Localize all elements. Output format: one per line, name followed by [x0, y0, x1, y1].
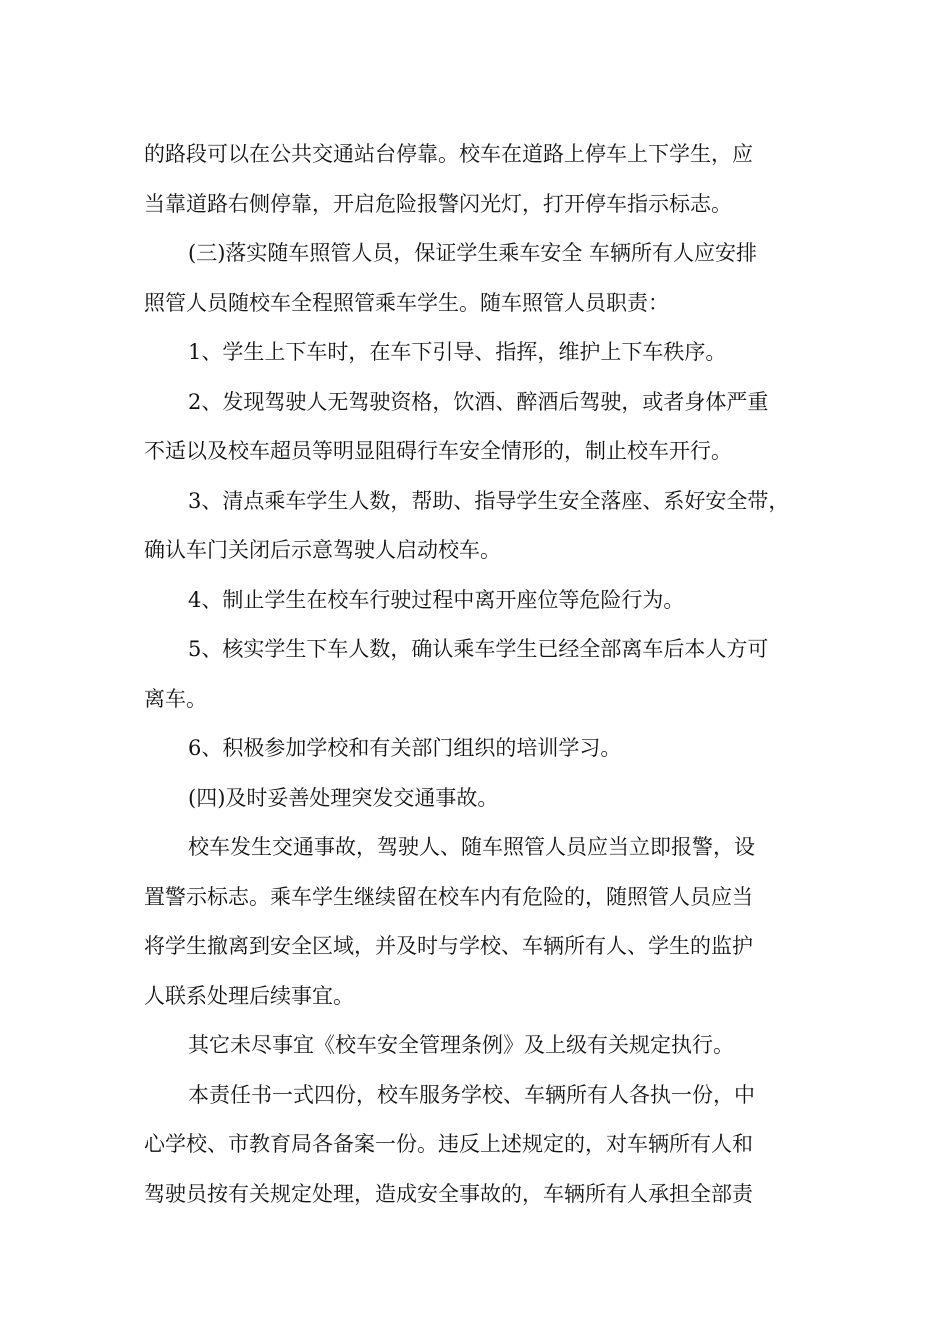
paragraph-duty-6	[144, 724, 824, 774]
text-line: 驾驶员按有关规定处理，造成安全事故的，车辆所有人承担全部责	[144, 1181, 753, 1206]
text-line: 置警示标志。乘车学生继续留在校车内有危险的，随照管人员应当	[144, 884, 753, 909]
text-line: 心学校、市教育局各备案一份。违反上述规定的，对车辆所有人和	[144, 1132, 753, 1156]
text-line: 照管人员随校车全程照管乘车学生。随车照管人员职责：	[144, 290, 669, 315]
text-line: 其它未尽事宜《校车安全管理条例》及上级有关规定执行。	[188, 1033, 734, 1057]
text-line: 当靠道路右侧停靠，开启危险报警闪光灯，打开停车指示标志。	[144, 191, 732, 216]
text-line: 人联系处理后续事宜。	[144, 983, 354, 1008]
text-line: 5、核实学生下车人数，确认乘车学生已经全部离车后本人方可	[188, 637, 769, 661]
paragraph-duty-5	[144, 625, 824, 724]
paragraph-section-four	[144, 774, 824, 824]
text-line: (三)落实随车照管人员，保证学生乘车安全 车辆所有人应安排	[188, 241, 758, 265]
text-line: 不适以及校车超员等明显阻碍行车安全情形的，制止校车开行。	[144, 439, 732, 463]
paragraph-copies	[144, 1071, 824, 1220]
paragraph-continuation	[144, 130, 824, 229]
paragraph-duty-1	[144, 328, 824, 378]
text-line: 本责任书一式四份，校车服务学校、车辆所有人各执一份，中	[188, 1082, 755, 1107]
text-line: 2、发现驾驶人无驾驶资格，饮酒、醉酒后驾驶，或者身体严重	[188, 389, 769, 414]
text-line: 将学生撤离到安全区域，并及时与学校、车辆所有人、学生的监护	[144, 934, 753, 958]
paragraph-duty-2	[144, 378, 824, 477]
text-line: 4、制止学生在校车行驶过程中离开座位等危险行为。	[188, 587, 685, 612]
text-line: 6、积极参加学校和有关部门组织的培训学习。	[188, 736, 622, 760]
text-line: 3、清点乘车学生人数，帮助、指导学生安全落座、系好安全带，	[188, 488, 790, 513]
document-body	[144, 130, 824, 1219]
text-line: 的路段可以在公共交通站台停靠。校车在道路上停车上下学生，应	[144, 142, 753, 166]
text-line: (四)及时妥善处理突发交通事故。	[188, 785, 499, 810]
paragraph-other-matters	[144, 1021, 824, 1071]
text-line: 校车发生交通事故，驾驶人、随车照管人员应当立即报警，设	[188, 835, 755, 859]
text-line: 1、学生上下车时，在车下引导、指挥，维护上下车秩序。	[188, 340, 727, 364]
text-line: 离车。	[144, 686, 207, 711]
text-line: 确认车门关闭后示意驾驶人启动校车。	[144, 538, 501, 562]
paragraph-duty-4	[144, 576, 824, 626]
paragraph-section-three	[144, 229, 824, 328]
paragraph-accident	[144, 823, 824, 1021]
paragraph-duty-3	[144, 477, 824, 576]
